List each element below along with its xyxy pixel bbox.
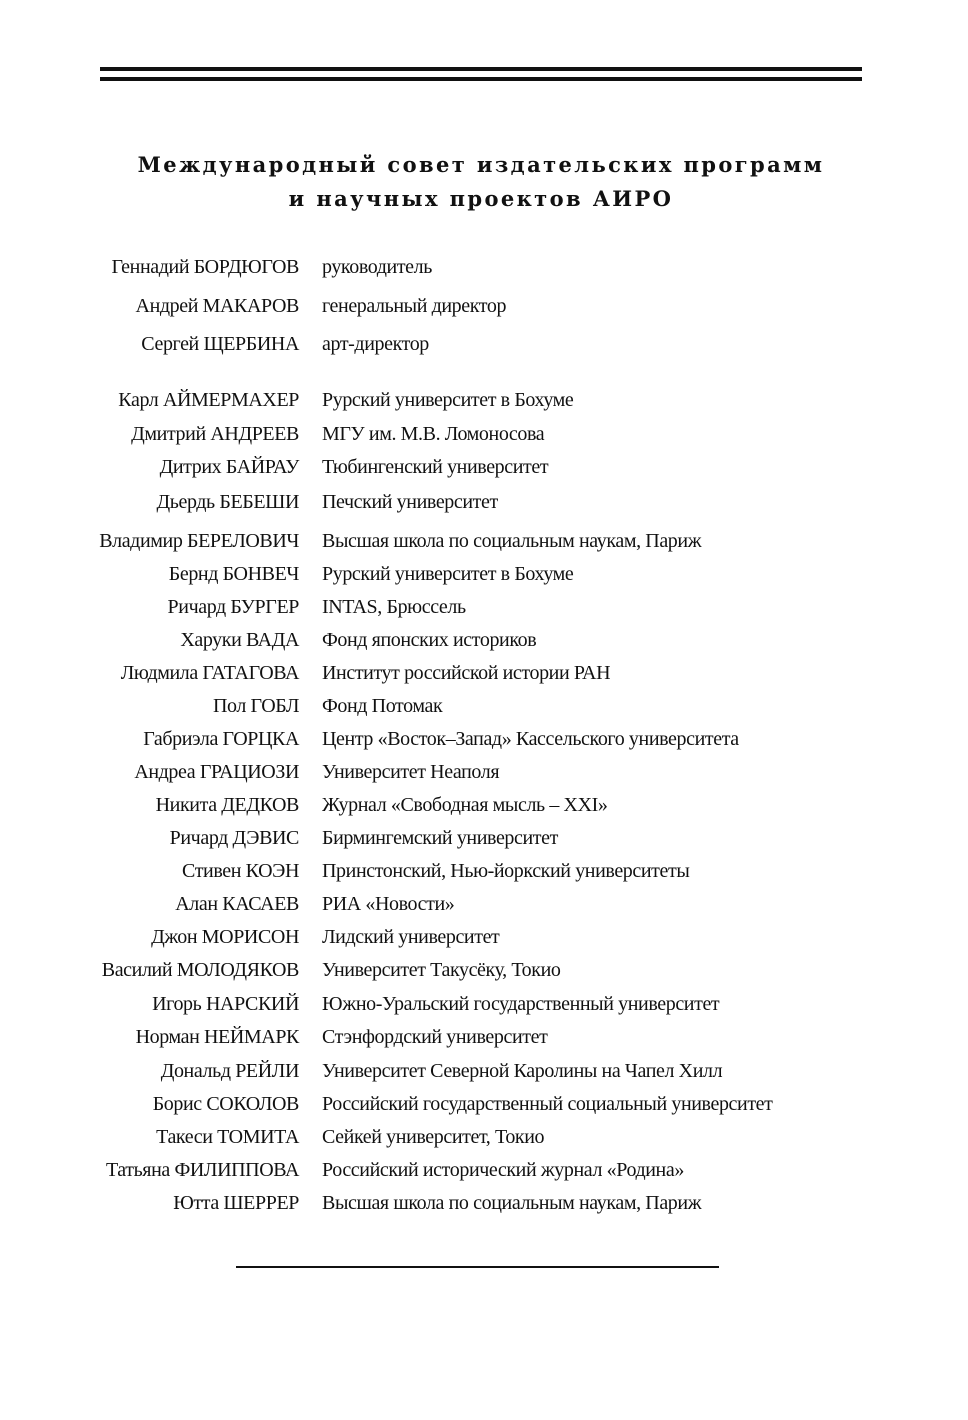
member-name: Ричард ДЭВИС [169,827,299,849]
member-row [0,856,968,886]
member-role: Журнал «Свободная мысль – XXI» [322,794,608,816]
member-role: Сейкей университет, Токио [322,1126,545,1148]
member-name: Сергей ЩЕРБИНА [141,333,299,355]
member-name: Дитрих БАЙРАУ [159,456,299,478]
member-row [0,526,968,556]
member-row [0,658,968,688]
bottom-rule [236,1266,719,1268]
member-row [0,452,968,482]
member-name: Алан КАСАЕВ [175,893,299,915]
member-role: Печский университет [322,491,498,513]
member-role: Российский государственный социальный университет [322,1093,773,1115]
member-name: Стивен КОЭН [182,860,299,882]
member-name: Никита ДЕДКОВ [155,794,299,816]
member-row [0,889,968,919]
member-name: Джон МОРИСОН [151,926,299,948]
member-row [0,757,968,787]
member-row [0,487,968,517]
top-rule-thick [100,67,862,71]
member-row [0,1122,968,1152]
member-name: Норман НЕЙМАРК [135,1026,299,1048]
member-row [0,989,968,1019]
member-row [0,1056,968,1086]
member-name: Андрей МАКАРОВ [135,295,299,317]
member-role: Рурский университет в Бохуме [322,389,574,411]
member-role: Российский исторический журнал «Родина» [322,1159,684,1181]
member-name: Габриэла ГОРЦКА [143,728,299,750]
member-role: Университет Неаполя [322,761,500,783]
member-row [0,922,968,952]
member-name: Такеси ТОМИТА [156,1126,299,1148]
member-role: Фонд Потомак [322,695,443,717]
member-role: Южно-Уральский государственный университет [322,993,720,1015]
member-role: МГУ им. М.В. Ломоносова [322,423,545,445]
member-name: Дональд РЕЙЛИ [160,1060,299,1082]
member-role: арт-директор [322,333,429,355]
member-role: Тюбингенский университет [322,456,549,478]
member-name: Пол ГОБЛ [212,695,299,717]
leadership-row [0,329,968,359]
member-role: руководитель [322,256,432,278]
member-role: Лидский университет [322,926,500,948]
member-role: Рурский университет в Бохуме [322,563,574,585]
member-name: Игорь НАРСКИЙ [152,993,299,1015]
member-role: Принстонский, Нью-йоркский университеты [322,860,690,882]
member-role: Университет Северной Каролины на Чапел Хилл [322,1060,723,1082]
member-name: Дьердь БЕБЕШИ [156,491,299,513]
member-role: INTAS, Брюссель [322,596,466,618]
leadership-row [0,291,968,321]
member-name: Ютта ШЕРРЕР [173,1192,299,1214]
member-name: Андреа ГРАЦИОЗИ [134,761,299,783]
member-role: Институт российской истории РАН [322,662,611,684]
member-row [0,1188,968,1218]
member-name: Борис СОКОЛОВ [152,1093,299,1115]
member-name: Дмитрий АНДРЕЕВ [131,423,299,445]
member-role: РИА «Новости» [322,893,455,915]
member-row [0,1089,968,1119]
member-row [0,1155,968,1185]
member-row [0,559,968,589]
member-name: Ричард БУРГЕР [167,596,299,618]
member-row [0,724,968,754]
member-row [0,955,968,985]
member-role: Фонд японских историков [322,629,537,651]
top-rule-thin [100,77,862,81]
title-line-1: Международный совет издательских программ [137,152,825,177]
member-role: Стэнфордский университет [322,1026,548,1048]
member-name: Карл АЙМЕРМАХЕР [118,389,299,411]
member-name: Владимир БЕРЕЛОВИЧ [99,530,299,552]
member-row [0,790,968,820]
member-row [0,419,968,449]
member-name: Татьяна ФИЛИППОВА [105,1159,299,1181]
member-name: Бернд БОНВЕЧ [168,563,299,585]
member-row [0,823,968,853]
member-row [0,385,968,415]
member-role: Бирмингемский университет [322,827,558,849]
member-name: Геннадий БОРДЮГОВ [111,256,299,278]
member-row [0,592,968,622]
member-role: Высшая школа по социальным наукам, Париж [322,1192,702,1214]
leadership-row [0,252,968,282]
member-role: генеральный директор [322,295,507,317]
member-row [0,691,968,721]
member-name: Людмила ГАТАГОВА [120,662,299,684]
member-role: Университет Такусёку, Токио [322,959,561,981]
page-title [100,148,862,216]
member-name: Василий МОЛОДЯКОВ [101,959,299,981]
member-role: Высшая школа по социальным наукам, Париж [322,530,702,552]
member-row [0,625,968,655]
member-role: Центр «Восток–Запад» Кассельского университета [322,728,739,750]
member-name: Харуки ВАДА [180,629,299,651]
member-row [0,1022,968,1052]
title-line-2: и научных проектов АИРО [288,186,674,211]
